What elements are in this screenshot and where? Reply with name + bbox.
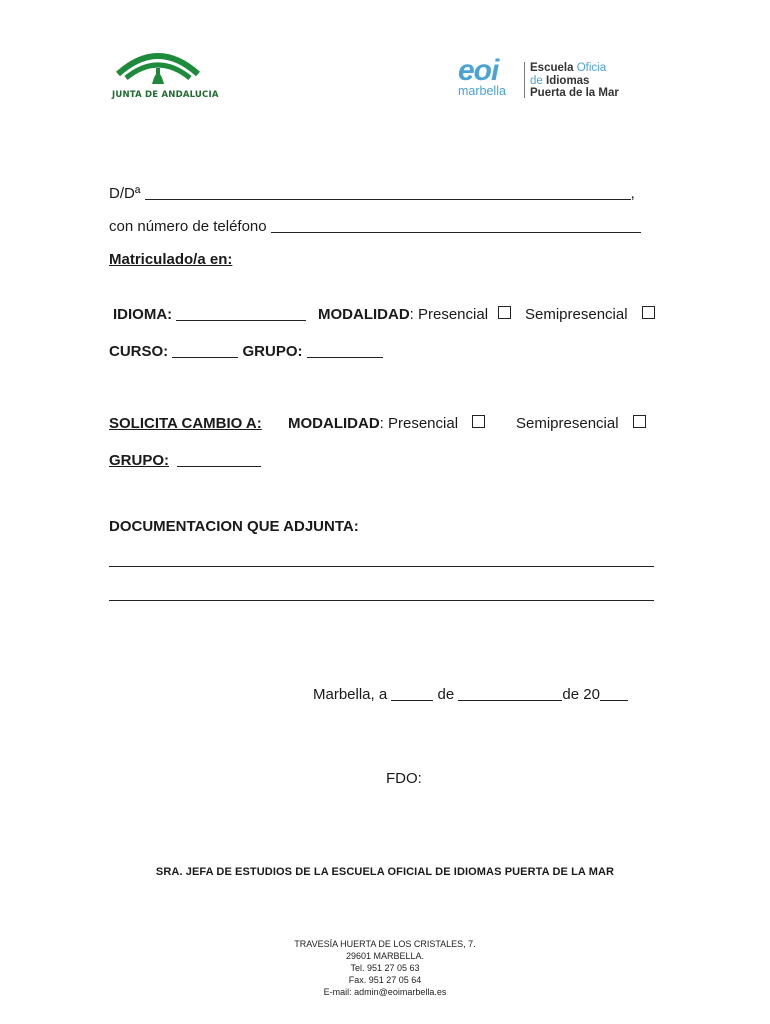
name-label: D/Dª	[109, 185, 141, 202]
enrolled-heading: Matriculado/a en:	[109, 251, 233, 268]
month-blank[interactable]	[458, 686, 562, 701]
documentation-line-1[interactable]	[109, 566, 654, 567]
day-blank[interactable]	[391, 686, 433, 701]
addressee-line: SRA. JEFA DE ESTUDIOS DE LA ESCUELA OFICIAL DE IDIOMAS PUERTA DE LA MAR	[155, 866, 615, 878]
year-blank[interactable]	[600, 686, 628, 701]
eoi-marbella-logo	[456, 54, 636, 104]
address-line-1: TRAVESÍA HUERTA DE LOS CRISTALES, 7.	[294, 939, 476, 949]
curso-grupo-row	[109, 343, 383, 360]
documentation-label: DOCUMENTACION QUE ADJUNTA:	[109, 518, 359, 535]
date-prefix: Marbella, a	[313, 686, 388, 703]
presencial-option-label: : Presencial	[409, 306, 489, 323]
date-year-label: de 20	[562, 686, 600, 703]
address-block	[0, 938, 770, 998]
change-semipresencial-label: Semipresencial	[516, 415, 619, 432]
eoi-school-name: Escuela Oficia de Idiomas Puerta de la Mar	[530, 62, 619, 99]
phone-field-row	[109, 218, 641, 235]
documentation-line-2[interactable]	[109, 600, 654, 601]
phone-line: Tel. 951 27 05 63	[350, 963, 420, 973]
date-de-label: de	[437, 686, 455, 703]
grupo-label: GRUPO:	[242, 343, 303, 360]
change-modalidad-label: MODALIDAD	[288, 415, 380, 432]
change-semipresencial-checkbox[interactable]	[633, 415, 646, 428]
semipresencial-checkbox[interactable]	[642, 306, 655, 319]
presencial-checkbox[interactable]	[498, 306, 511, 319]
email-line: E-mail: admin@eoimarbella.es	[323, 987, 447, 997]
date-row	[313, 686, 628, 703]
eoi-divider	[524, 62, 525, 98]
fax-line: Fax. 951 27 05 64	[348, 975, 422, 985]
change-heading: SOLICITA CAMBIO A:	[109, 415, 262, 432]
change-grupo-label: GRUPO:	[109, 452, 169, 469]
eoi-letters: eoi	[458, 54, 499, 87]
signature-label: FDO:	[386, 770, 422, 787]
name-field-row: D/Dª ,	[109, 185, 635, 202]
modalidad-label: MODALIDAD	[318, 306, 410, 323]
curso-blank[interactable]	[172, 343, 238, 358]
grupo-blank[interactable]	[307, 343, 383, 358]
change-semipresencial-row	[516, 415, 646, 432]
change-presencial-checkbox[interactable]	[472, 415, 485, 428]
name-blank[interactable]	[145, 185, 631, 200]
change-grupo-row	[109, 452, 261, 469]
idioma-label: IDIOMA:	[113, 306, 173, 323]
phone-blank[interactable]	[271, 218, 641, 233]
semipresencial-option-label: Semipresencial	[525, 306, 628, 323]
eoi-city: marbella	[458, 84, 506, 98]
change-presencial-label: : Presencial	[379, 415, 459, 432]
change-grupo-blank[interactable]	[177, 452, 261, 467]
idioma-blank[interactable]	[176, 306, 306, 321]
semipresencial-row	[525, 306, 655, 323]
modalidad-row	[318, 306, 511, 323]
junta-de-andalucia-logo	[112, 44, 219, 104]
junta-label: JUNTA DE ANDALUCIA	[112, 90, 219, 100]
address-line-2: 29601 MARBELLA.	[345, 951, 425, 961]
change-modalidad-row	[288, 415, 485, 432]
junta-arch-icon	[112, 44, 204, 88]
idioma-row	[113, 306, 306, 323]
phone-label: con número de teléfono	[109, 218, 267, 235]
curso-label: CURSO:	[109, 343, 169, 360]
